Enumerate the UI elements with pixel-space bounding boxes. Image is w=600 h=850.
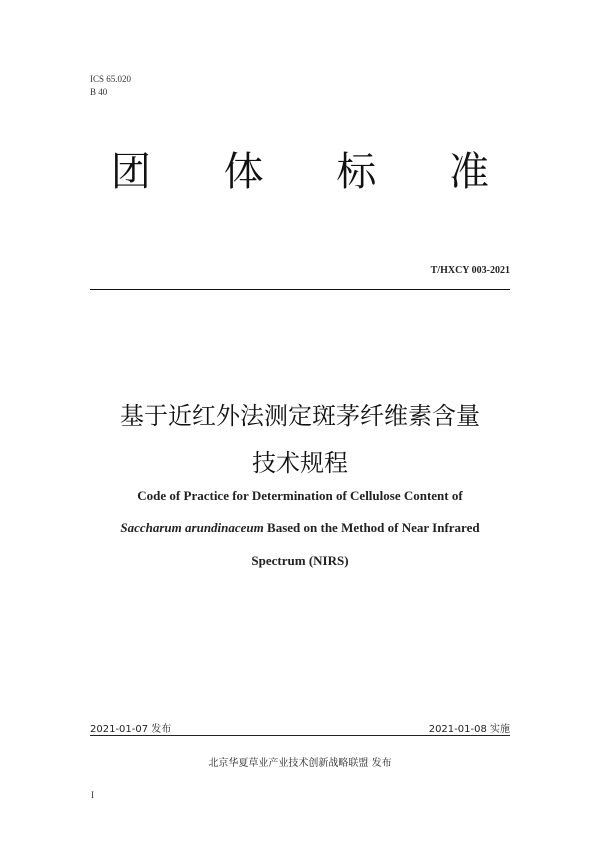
chinese-title-line-1: 基于近红外法测定斑茅纤维素含量 [120, 402, 480, 430]
species-name: Saccharum arundinaceum [120, 520, 264, 535]
ccs-code: B 40 [90, 87, 108, 97]
english-title-line-1: Code of Practice for Determination of Cellulose Content of [137, 488, 463, 503]
english-title-line-2-rest: Based on the Method of Near Infrared [263, 520, 480, 535]
page-number: I [91, 790, 94, 800]
chinese-title-line-2: 技术规程 [252, 449, 348, 477]
issue-date: 2021-01-07 发布 [90, 724, 172, 735]
classification-codes [90, 73, 131, 99]
header-divider [90, 289, 510, 290]
english-title-line-3: Spectrum (NIRS) [251, 553, 349, 568]
publisher: 北京华夏草业产业技术创新战略联盟 发布 [208, 758, 392, 769]
ics-code: ICS 65.020 [90, 74, 132, 84]
standard-number: T/HXCY 003-2021 [430, 265, 510, 276]
footer-divider [90, 735, 510, 736]
implement-date: 2021-01-08 实施 [428, 724, 510, 735]
english-title-line-2 [0, 520, 600, 536]
main-title: 团 体 标 准 [110, 149, 520, 195]
